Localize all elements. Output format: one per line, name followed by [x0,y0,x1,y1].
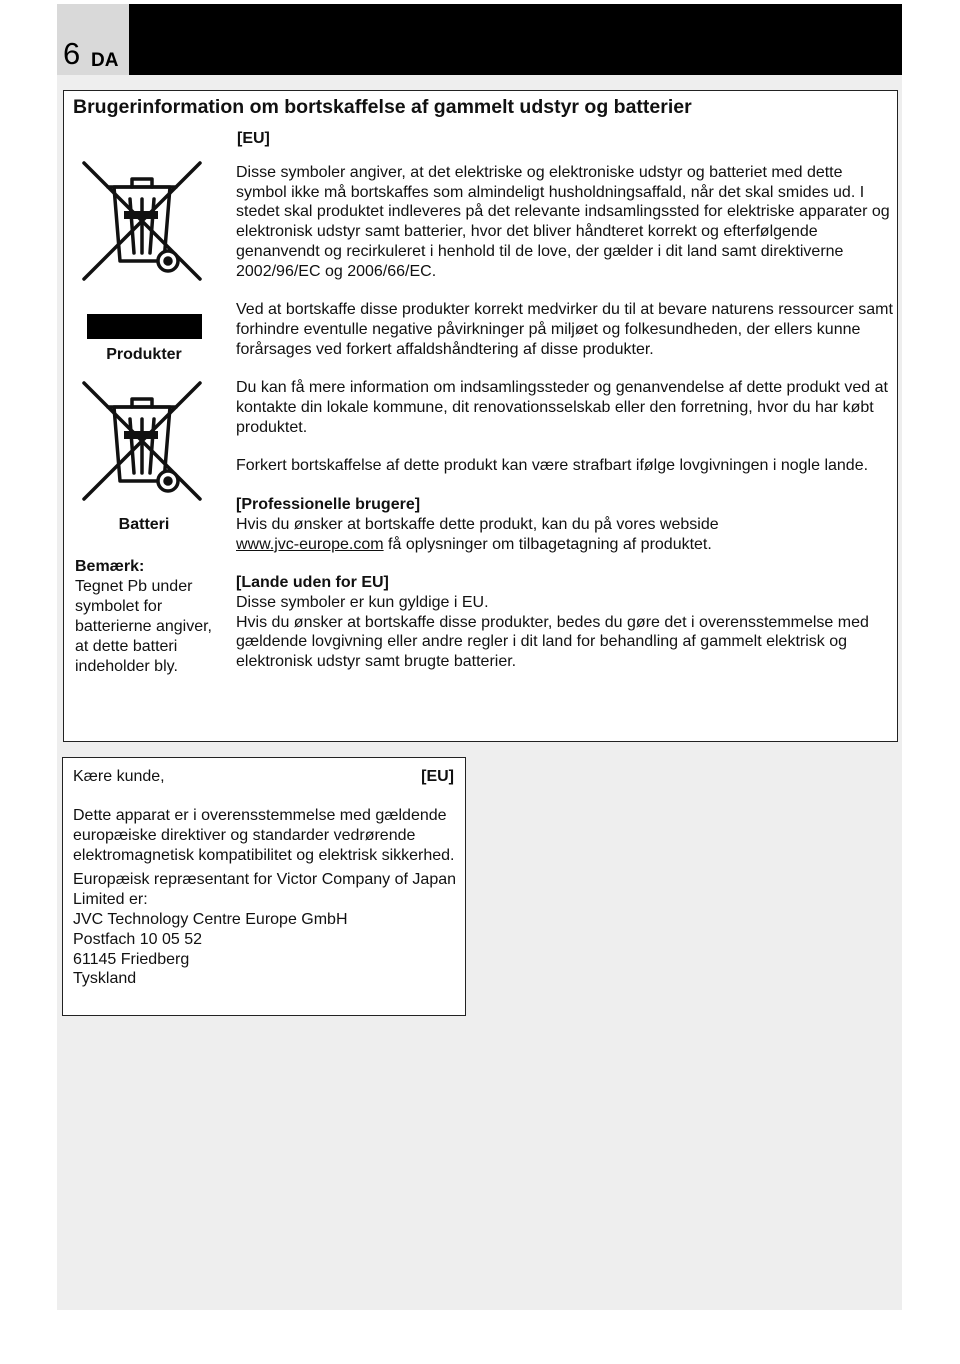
page-tab [57,4,129,75]
eu-label: [EU] [237,130,270,147]
paragraph: Disse symboler angiver, at det elektriske og elektroniske udstyr og batteriet med dette symbol ikke må bortskaffes som almindeligt husholdningsaffald, når det skal smides ud. I stedet skal produktet indleveres på det relevante indsamlingssted for elektriske apparater og elektronisk udstyr samt batterier, hvor det bliver håndteret korrekt og efterfølgende genanvendt og recirkuleret i henhold til de love, der gælder i dit land samt direktiverne 2002/96/EC og 2006/66/EC. [236,164,890,280]
info-text [236,163,896,672]
professional-text-after: få oplysninger om tilbagetagning af produktet. [383,535,712,553]
customer-notice-text [73,806,458,989]
non-eu-heading: [Lande uden for EU] [236,574,389,592]
paragraph: Ved at bortskaffe disse produkter korrekt medvirker du til at bevare naturens ressourcer samt forhindre eventulle negative påvirkninger på miljøet og folkesundheden, der ellers kunne forårsages ved forkert affaldshåndtering af disse produkter. [236,301,893,358]
crossed-bin-icon [76,157,208,289]
paragraph: Forkert bortskaffelse af dette produkt kan være strafbart ifølge lovgivningen i nogle lande. [236,457,869,475]
non-eu-text: Hvis du ønsker at bortskaffe disse produkter, bedes du gøre det i overensstemmelse med gældende lovgivning eller andre regler i dit land for behandling af gammelt elektrisk og elektronisk udstyr samt brugte batterier. [236,613,869,671]
greeting: Kære kunde, [73,768,165,785]
eu-label: [EU] [421,768,454,785]
address-line: Tyskland [73,970,137,988]
address-line: JVC Technology Centre Europe GmbH [73,910,348,928]
section-title: Brugerinformation om bortskaffelse af gammelt udstyr og batterier [73,96,692,118]
customer-notice-box [62,757,466,1016]
paragraph: Europæisk repræsentant for Victor Company of Japan Limited er: [73,871,457,909]
crossed-bin-icon [76,377,208,509]
professional-text: Hvis du ønsker at bortskaffe dette produkt, kan du på vores webside [236,515,719,533]
disposal-info-box [63,90,898,742]
caption-battery: Batteri [118,516,170,533]
professional-heading: [Professionelle brugere] [236,496,421,514]
header-bar [57,4,902,75]
non-eu-text: Disse symboler er kun gyldige i EU. [236,593,489,611]
professional-link-line [236,535,896,555]
page-number: 6 [63,36,81,71]
website-link[interactable]: www.jvc-europe.com [236,535,384,553]
address-line: 61145 Friedberg [73,950,190,968]
address-line: Postfach 10 05 52 [73,930,202,948]
black-bar [87,314,202,339]
note-title: Bemærk: [75,558,145,575]
page-language: DA [91,50,119,71]
paragraph: Dette apparat er i overensstemmelse med gældende europæiske direktiver og standarder vedrørende elektromagnetisk kompatibilitet og elektrisk sikkerhed. [73,807,455,864]
note-text: Tegnet Pb under symbolet for batterierne angiver, at dette batteri indeholder bly. [75,578,212,675]
paragraph: Du kan få mere information om indsamlingssteder og genanvendelse af dette produkt ved at kontakte din lokale kommune, dit renovationsselskab eller den forretning, hvor du har købt produktet. [236,379,888,436]
note [75,557,225,677]
caption-products: Produkter [106,346,182,363]
